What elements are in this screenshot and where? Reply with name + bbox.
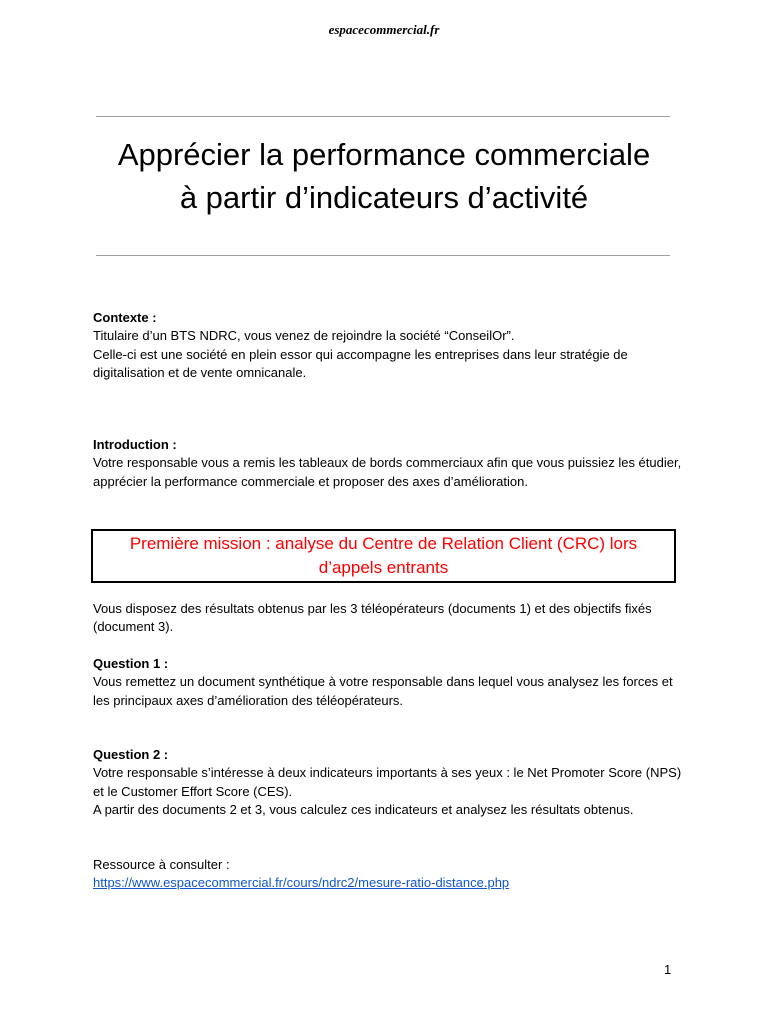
- mission-heading-box: [91, 529, 676, 583]
- page-number: 1: [664, 962, 672, 977]
- question-1-section: [93, 655, 683, 710]
- contexte-label: Contexte :: [93, 310, 157, 325]
- contexte-text-2: Celle-ci est une société en plein essor qui accompagne les entreprises dans leur stratégie de digitalisation et de vente omnicanale.: [93, 346, 628, 380]
- title-top-divider: [96, 116, 670, 117]
- documents-text: Vous disposez des résultats obtenus par les 3 téléopérateurs (documents 1) et des objectifs fixés (document 3).: [93, 601, 652, 635]
- page-title-line-1: Apprécier la performance commerciale: [117, 137, 651, 172]
- title-bottom-divider: [96, 255, 670, 256]
- question-1-text: Vous remettez un document synthétique à votre responsable dans lequel vous analysez les forces et les principaux axes d’amélioration des téléopérateurs.: [93, 674, 673, 708]
- contexte-text-1: Titulaire d’un BTS NDRC, vous venez de rejoindre la société “ConseilOr”.: [93, 328, 515, 344]
- question-2-text-2: A partir des documents 2 et 3, vous calculez ces indicateurs et analysez les résultats obtenus.: [93, 801, 634, 817]
- question-2-label: Question 2 :: [93, 747, 169, 762]
- resource-section: [93, 856, 683, 893]
- page-title: [60, 133, 708, 219]
- question-2-text-1: Votre responsable s’intéresse à deux indicateurs importants à ses yeux : le Net Promoter Score (NPS) et le Customer Effort Score (CES).: [93, 765, 682, 799]
- introduction-section: [93, 436, 683, 491]
- page-title-line-2: à partir d’indicateurs d’activité: [179, 180, 589, 215]
- introduction-text: Votre responsable vous a remis les tableaux de bords commerciaux afin que vous puissiez les étudier, apprécier la performance commerciale et proposer des axes d’amélioration.: [93, 455, 682, 489]
- question-2-section: [93, 746, 683, 819]
- site-header: espacecommercial.fr: [328, 22, 440, 37]
- documents-section: [93, 600, 683, 637]
- introduction-label: Introduction :: [93, 437, 177, 452]
- contexte-section: [93, 309, 683, 382]
- mission-heading-line-1: Première mission : analyse du Centre de Relation Client (CRC) lors: [129, 534, 638, 553]
- resource-label: Ressource à consulter :: [93, 857, 230, 872]
- resource-link[interactable]: https://www.espacecommercial.fr/cours/ndrc2/mesure-ratio-distance.php: [93, 875, 510, 891]
- mission-heading-line-2: d’appels entrants: [318, 558, 449, 577]
- question-1-label: Question 1 :: [93, 656, 169, 671]
